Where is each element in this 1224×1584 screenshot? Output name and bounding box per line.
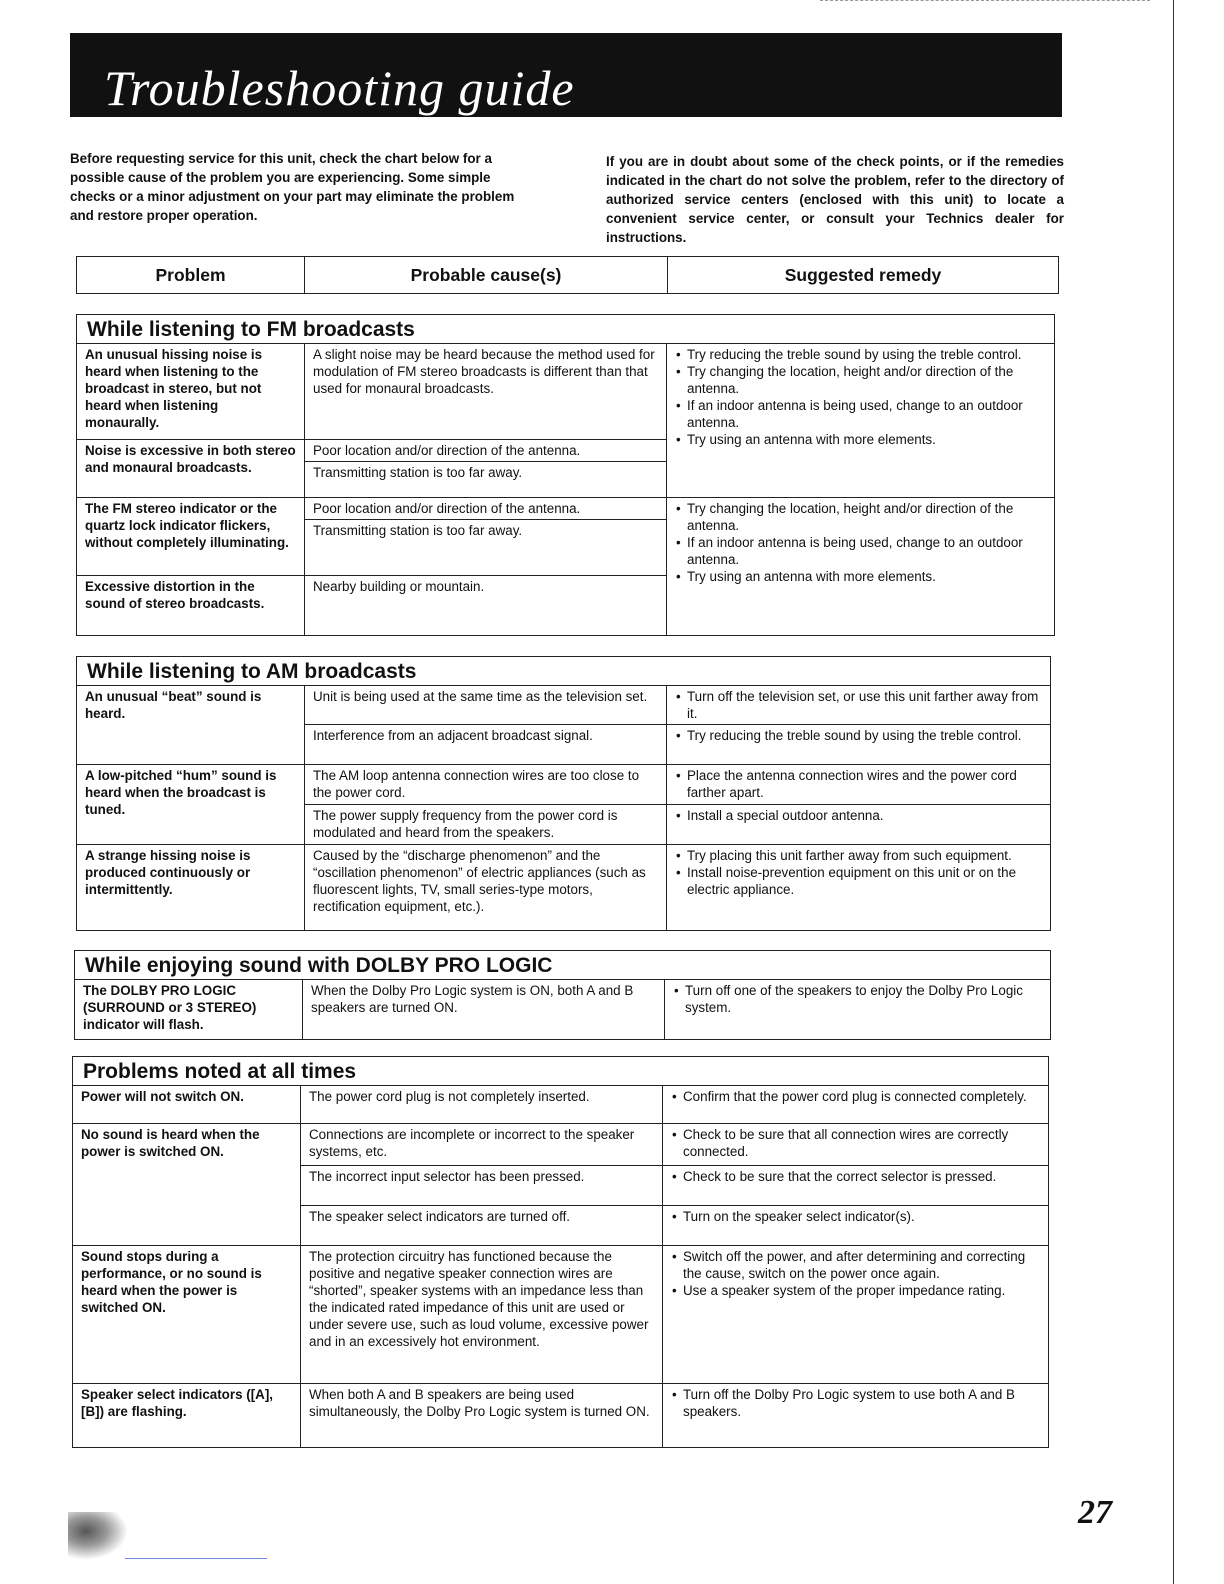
page-number: 27 (1078, 1494, 1112, 1531)
cause-cell: The AM loop antenna connection wires are too close to the power cord. (305, 765, 667, 805)
right-page-edge (1173, 0, 1174, 1584)
cause-cell: A slight noise may be heard because the method used for modulation of FM stereo broadcasts is different than that used for monaural broadcasts. (305, 344, 667, 440)
remedy-item: • Try using an antenna with more elements. (675, 431, 1046, 448)
title-banner (70, 33, 1062, 117)
remedy-item: • Confirm that the power cord plug is connected completely. (671, 1088, 1040, 1105)
remedy-cell (667, 765, 1051, 805)
remedy-item: • Try reducing the treble sound by using the treble control. (675, 346, 1046, 363)
header-problem: Problem (77, 257, 305, 294)
problem-cell: Speaker select indicators ([A], [B]) are flashing. (73, 1384, 301, 1448)
cause-cell: Interference from an adjacent broadcast signal. (305, 725, 667, 765)
cause-cell: Transmitting station is too far away. (305, 462, 667, 498)
remedy-cell (667, 498, 1055, 636)
cause-cell: Connections are incomplete or incorrect to the speaker systems, etc. (301, 1124, 663, 1166)
header-remedy: Suggested remedy (668, 257, 1059, 294)
intro-left: Before requesting service for this unit, check the chart below for a possible cause of the problem you are experiencing. Some simple checks or a minor adjustment on your part may eliminate the problem and restore proper operation. (70, 151, 515, 223)
remedy-item: • Check to be sure that the correct selector is pressed. (671, 1168, 1040, 1185)
remedy-cell (663, 1246, 1049, 1384)
remedy-item: • If an indoor antenna is being used, change to an outdoor antenna. (675, 534, 1046, 568)
remedy-item: • Install a special outdoor antenna. (675, 807, 1042, 824)
section-title-fm: While listening to FM broadcasts (77, 315, 1055, 344)
remedy-cell (663, 1124, 1049, 1166)
intro-right: If you are in doubt about some of the check points, or if the remedies indicated in the chart do not solve the problem, refer to the directory of authorized service centers (enclosed with this unit) to locate a convenient service center, or consult your Technics dealer for instructions. (606, 154, 1064, 245)
remedy-cell (667, 845, 1051, 931)
remedy-item: • Install noise-prevention equipment on this unit or on the electric appliance. (675, 864, 1042, 898)
remedy-item: • Try using an antenna with more elements. (675, 568, 1046, 585)
remedy-item: • If an indoor antenna is being used, change to an outdoor antenna. (675, 397, 1046, 431)
cause-cell: Unit is being used at the same time as the television set. (305, 686, 667, 725)
remedy-cell (665, 980, 1051, 1040)
remedy-cell (667, 805, 1051, 845)
remedy-item: • Try changing the location, height and/or direction of the antenna. (675, 500, 1046, 534)
problem-cell: An unusual “beat” sound is heard. (77, 686, 305, 765)
remedy-cell (667, 686, 1051, 725)
remedy-cell (667, 344, 1055, 498)
cause-cell: When both A and B speakers are being used simultaneously, the Dolby Pro Logic system is turned ON. (301, 1384, 663, 1448)
problem-cell: Excessive distortion in the sound of stereo broadcasts. (77, 576, 305, 636)
remedy-cell (663, 1086, 1049, 1124)
problem-cell: A low-pitched “hum” sound is heard when the broadcast is tuned. (77, 765, 305, 845)
problem-cell: Noise is excessive in both stereo and monaural broadcasts. (77, 440, 305, 498)
section-dolby (74, 950, 1051, 1040)
cause-cell: Caused by the “discharge phenomenon” and the “oscillation phenomenon” of electric appliances (such as fluorescent lights, TV, small series-type motors, rectification equipment, etc.). (305, 845, 667, 931)
top-dashed-line (820, 0, 1150, 1)
cause-cell: Poor location and/or direction of the antenna. (305, 440, 667, 462)
cause-cell: Nearby building or mountain. (305, 576, 667, 636)
remedy-item: • Check to be sure that all connection wires are correctly connected. (671, 1126, 1040, 1160)
remedy-item: • Try reducing the treble sound by using the treble control. (675, 727, 1042, 744)
remedy-item: • Turn off the television set, or use this unit farther away from it. (675, 688, 1042, 722)
column-header-table (76, 256, 1059, 294)
remedy-item: • Use a speaker system of the proper impedance rating. (671, 1282, 1040, 1299)
remedy-cell (663, 1384, 1049, 1448)
cause-cell: The power supply frequency from the power cord is modulated and heard from the speakers. (305, 805, 667, 845)
cause-cell: Transmitting station is too far away. (305, 520, 667, 576)
cause-cell: The power cord plug is not completely inserted. (301, 1086, 663, 1124)
section-am (76, 656, 1051, 931)
section-title-am: While listening to AM broadcasts (77, 657, 1051, 686)
cause-cell: The protection circuitry has functioned because the positive and negative speaker connection wires are “shorted”, speaker systems with an impedance less than the indicated rated impedance of this unit are used or under severe use, such as loud volume, excessive power and in an excessively hot environment. (301, 1246, 663, 1384)
section-all-times (72, 1056, 1049, 1448)
remedy-item: • Switch off the power, and after determining and correcting the cause, switch on the power once again. (671, 1248, 1040, 1282)
problem-cell: No sound is heard when the power is switched ON. (73, 1124, 301, 1246)
remedy-item: • Place the antenna connection wires and the power cord farther apart. (675, 767, 1042, 801)
cause-cell: The speaker select indicators are turned off. (301, 1206, 663, 1246)
problem-cell: Sound stops during a performance, or no sound is heard when the power is switched ON. (73, 1246, 301, 1384)
remedy-cell (663, 1166, 1049, 1206)
section-fm (76, 314, 1055, 636)
page-title: Troubleshooting guide (104, 60, 575, 116)
cause-cell: Poor location and/or direction of the antenna. (305, 498, 667, 520)
remedy-item: • Try placing this unit farther away from such equipment. (675, 847, 1042, 864)
problem-cell: Power will not switch ON. (73, 1086, 301, 1124)
problem-cell: The DOLBY PRO LOGIC (SURROUND or 3 STEREO) indicator will flash. (75, 980, 303, 1040)
remedy-item: • Turn off one of the speakers to enjoy the Dolby Pro Logic system. (673, 982, 1042, 1016)
cause-cell: The incorrect input selector has been pressed. (301, 1166, 663, 1206)
remedy-cell (667, 725, 1051, 765)
scan-artifact-line (125, 1558, 267, 1559)
remedy-item: • Turn off the Dolby Pro Logic system to use both A and B speakers. (671, 1386, 1040, 1420)
remedy-cell (663, 1206, 1049, 1246)
problem-cell: The FM stereo indicator or the quartz lock indicator flickers, without completely illuminating. (77, 498, 305, 576)
remedy-item: • Turn on the speaker select indicator(s). (671, 1208, 1040, 1225)
cause-cell: When the Dolby Pro Logic system is ON, both A and B speakers are turned ON. (303, 980, 665, 1040)
header-cause: Probable cause(s) (305, 257, 668, 294)
section-title-dolby: While enjoying sound with DOLBY PRO LOGIC (75, 951, 1051, 980)
section-title-all-times: Problems noted at all times (73, 1057, 1049, 1086)
problem-cell: An unusual hissing noise is heard when listening to the broadcast in stereo, but not heard when listening monaurally. (77, 344, 305, 440)
problem-cell: A strange hissing noise is produced continuously or intermittently. (77, 845, 305, 931)
scan-smudge (68, 1512, 128, 1560)
remedy-item: • Try changing the location, height and/or direction of the antenna. (675, 363, 1046, 397)
